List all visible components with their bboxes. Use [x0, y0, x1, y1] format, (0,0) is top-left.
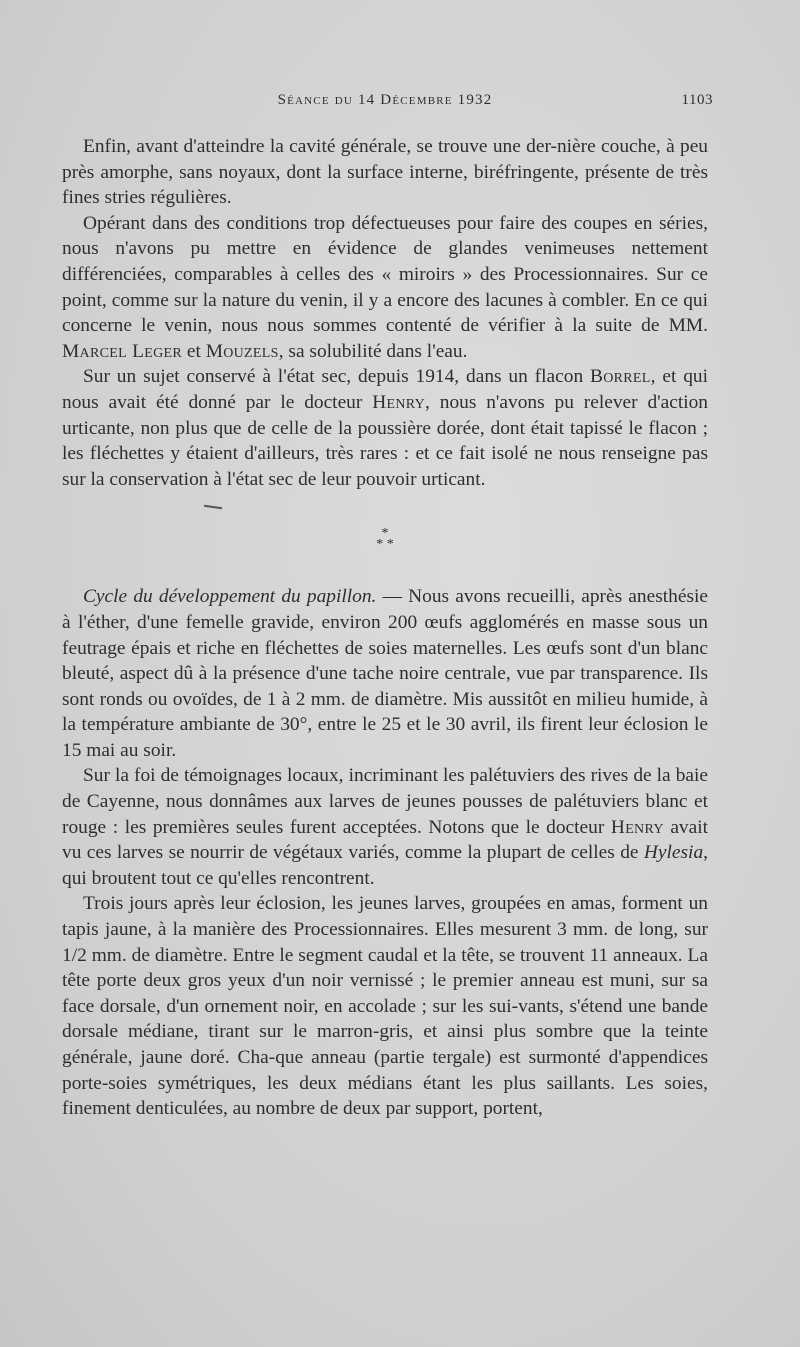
asterism-bottom: * *: [376, 537, 394, 553]
paragraph: [62, 134, 708, 211]
paragraph: [62, 211, 708, 365]
page-header: [62, 92, 713, 118]
italic-text: Hylesia: [643, 842, 704, 864]
text-run: — Nous avons recueilli, après anesthésie à l'éther, d'une femelle gravide, environ 200 œufs agglomérés en masse sous un feutrage épais et riche en fléchettes de soies maternelles. Les œufs sont d'un blanc bleuté, aspect dû à la présence d'une tache noire centrale, vue par transparence. Ils sont ronds ou ovoïdes, de 1 à 2 mm. de diamètre. Mis aussitôt en milieu humide, à la température ambiante de 30°, entre le 25 et le 30 avril, ils firent leur éclosion le 15 mai au soir.: [62, 586, 708, 761]
text-run: Sur la foi de témoignages locaux, incriminant les palétuviers des rives de la baie de Cayenne, nous donnâmes aux larves de jeunes pousses de palétuviers blanc et rouge : les premières seules furent acceptées. Notons que le docteur: [62, 765, 708, 838]
section-break: [62, 504, 708, 570]
page-number: 1103: [681, 92, 713, 108]
paragraph: [62, 891, 708, 1121]
italic-text: Cycle du développement du papillon.: [83, 586, 377, 608]
page: [62, 92, 713, 1122]
author-name: Mouzels: [205, 340, 279, 362]
text-run: , nous n'avons pu relever d'action urticante, non plus que de celle de la poussière dorée, dont était tapissé le flacon ; les fléchettes y étaient d'ailleurs, très rares : et ce fait isolé ne nous renseigne pas sur la conservation à l'état sec de leur pouvoir urticant.: [62, 391, 709, 490]
author-name: Henry: [372, 391, 426, 413]
author-name: Borrel: [590, 366, 651, 388]
paragraph: [62, 763, 708, 891]
paragraph: [62, 584, 708, 763]
asterism: [62, 526, 708, 553]
author-name: Henry: [610, 816, 664, 838]
text-run: Sur un sujet conservé à l'état sec, depuis 1914, dans un flacon: [83, 366, 591, 388]
paragraph: [62, 364, 708, 492]
paragraph-group-2: [62, 584, 708, 1121]
text-run: , qui broutent tout ce qu'elles rencontrent.: [62, 842, 708, 889]
text-run: Enfin, avant d'atteindre la cavité générale, se trouve une der-nière couche, à peu près amorphe, sans noyaux, dont la surface interne, biréfringente, présente de très fines stries régulières.: [62, 136, 708, 209]
body-text: [62, 134, 708, 1122]
pen-mark: [204, 505, 222, 509]
author-name: Marcel Leger: [62, 340, 182, 362]
text-run: avait vu ces larves se nourrir de végétaux variés, comme la plupart de celles de: [62, 816, 708, 864]
paragraph-group-1: [62, 134, 708, 492]
text-run: , et qui nous avait été donné par le docteur: [62, 366, 708, 413]
text-run: Opérant dans des conditions trop défectueuses pour faire des coupes en séries, nous n'avons pu mettre en évidence de glandes venimeuses nettement différenciées, comparables à celles des « miroirs » des Processionnaires. Sur ce point, comme sur la nature du venin, il y a encore des lacunes à combler. En ce qui concerne le venin, nous nous sommes contenté de vérifier à la suite de MM.: [62, 212, 708, 337]
asterism-top: *: [381, 526, 389, 542]
running-head: Séance du 14 Décembre 1932: [277, 92, 493, 108]
text-run: Trois jours après leur éclosion, les jeunes larves, groupées en amas, forment un tapis jaune, à la manière des Processionnaires. Elles mesurent 3 mm. de long, sur 1/2 mm. de diamètre. Entre le segment caudal et la tête, se trouvent 11 anneaux. La tête porte deux gros yeux d'un noir vernissé ; le premier anneau est muni, sur sa face dorsale, d'un ornement noir, en accolade ; sur les sui-vants, s'étend une bande dorsale médiane, tirant sur le marron-gris, et ainsi plus sombre que la teinte générale, jaune doré. Cha-que anneau (partie tergale) est surmonté d'appendices porte-soies symétriques, les deux médians étant les plus saillants. Les soies, finement denticulées, au nombre de deux par support, portent,: [62, 893, 708, 1120]
text-run: et: [181, 340, 206, 362]
text-run: , sa solubilité dans l'eau.: [278, 340, 468, 362]
